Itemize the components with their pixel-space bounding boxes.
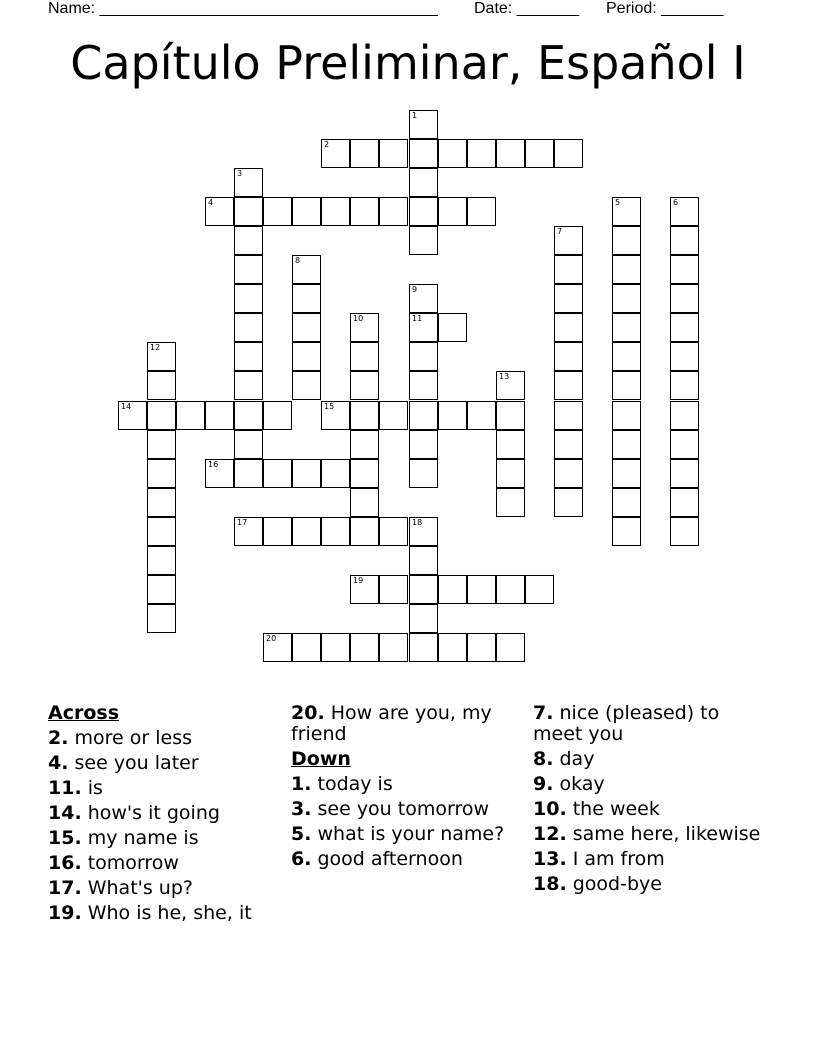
crossword-cell[interactable] (612, 459, 641, 488)
crossword-cell[interactable] (409, 430, 438, 459)
crossword-cell[interactable] (379, 197, 408, 226)
across-heading: Across (48, 702, 120, 724)
cell-number: 18 (412, 518, 423, 527)
crossword-cell[interactable] (263, 633, 292, 662)
crossword-cell[interactable] (234, 226, 263, 255)
crossword-cell[interactable] (350, 633, 379, 662)
crossword-cell[interactable] (234, 401, 263, 430)
cell-number: 5 (615, 198, 621, 207)
crossword-cell[interactable] (147, 459, 176, 488)
crossword-cell[interactable] (670, 313, 699, 342)
crossword-cell[interactable] (292, 342, 321, 371)
crossword-cell[interactable] (496, 139, 525, 168)
crossword-cell[interactable] (670, 255, 699, 284)
crossword-cell[interactable] (670, 226, 699, 255)
clue-across-2: 2. more or less (48, 727, 192, 749)
crossword-cell[interactable] (554, 255, 583, 284)
header-period-line: Period: _______ (606, 0, 724, 17)
crossword-cell[interactable] (379, 139, 408, 168)
cell-number: 7 (557, 227, 563, 236)
crossword-cell[interactable] (554, 371, 583, 400)
crossword-cell[interactable] (409, 110, 438, 139)
crossword-cell[interactable] (438, 313, 467, 342)
crossword-cell[interactable] (554, 139, 583, 168)
crossword-cell[interactable] (496, 633, 525, 662)
crossword-cell[interactable] (554, 401, 583, 430)
clue-down-8: 8. day (533, 748, 595, 770)
crossword-cell[interactable] (147, 517, 176, 546)
crossword-cell[interactable] (670, 342, 699, 371)
crossword-cell[interactable] (147, 488, 176, 517)
crossword-cell[interactable] (670, 401, 699, 430)
clue-column-1 (48, 703, 284, 928)
crossword-cell[interactable] (409, 197, 438, 226)
cell-number: 6 (673, 198, 679, 207)
crossword-cell[interactable] (409, 459, 438, 488)
crossword-cell[interactable] (379, 575, 408, 604)
crossword-cell[interactable] (292, 197, 321, 226)
clue-across-19: 19. Who is he, she, it (48, 902, 252, 924)
crossword-cell[interactable] (409, 139, 438, 168)
crossword-cell[interactable] (263, 197, 292, 226)
crossword-cell[interactable] (409, 371, 438, 400)
crossword-cell[interactable] (205, 197, 234, 226)
crossword-cell[interactable] (350, 575, 379, 604)
crossword-cell[interactable] (321, 197, 350, 226)
crossword-cell[interactable] (176, 401, 205, 430)
crossword-cell[interactable] (321, 517, 350, 546)
crossword-cell[interactable] (409, 546, 438, 575)
clue-down-9: 9. okay (533, 773, 605, 795)
crossword-cell[interactable] (525, 139, 554, 168)
crossword-cell[interactable] (350, 517, 379, 546)
crossword-cell[interactable] (234, 284, 263, 313)
crossword-cell[interactable] (234, 313, 263, 342)
crossword-cell[interactable] (409, 313, 438, 342)
clue-down-6: 6. good afternoon (291, 848, 463, 870)
crossword-cell[interactable] (554, 459, 583, 488)
crossword-cell[interactable] (292, 313, 321, 342)
crossword-cell[interactable] (147, 342, 176, 371)
crossword-cell[interactable] (321, 139, 350, 168)
crossword-cell[interactable] (438, 633, 467, 662)
crossword-cell[interactable] (350, 401, 379, 430)
crossword-cell[interactable] (350, 488, 379, 517)
crossword-cell[interactable] (205, 401, 234, 430)
crossword-cell[interactable] (350, 371, 379, 400)
crossword-cell[interactable] (612, 517, 641, 546)
crossword-cell[interactable] (379, 517, 408, 546)
cell-number: 19 (353, 576, 364, 585)
crossword-cell[interactable] (379, 633, 408, 662)
crossword-cell[interactable] (147, 371, 176, 400)
crossword-cell[interactable] (496, 430, 525, 459)
crossword-cell[interactable] (234, 197, 263, 226)
crossword-cell[interactable] (554, 342, 583, 371)
clue-across-11: 11. is (48, 777, 103, 799)
crossword-cell[interactable] (438, 197, 467, 226)
clue-down-18: 18. good-bye (533, 873, 662, 895)
crossword-cell[interactable] (147, 604, 176, 633)
crossword-cell[interactable] (525, 575, 554, 604)
crossword-cell[interactable] (467, 197, 496, 226)
crossword-cell[interactable] (263, 459, 292, 488)
crossword-cell[interactable] (350, 139, 379, 168)
crossword-cell[interactable] (438, 401, 467, 430)
crossword-cell[interactable] (496, 575, 525, 604)
crossword-cell[interactable] (467, 139, 496, 168)
crossword-cell[interactable] (496, 371, 525, 400)
crossword-cell[interactable] (292, 517, 321, 546)
down-heading: Down (291, 748, 351, 770)
crossword-cell[interactable] (292, 459, 321, 488)
crossword-cell[interactable] (350, 459, 379, 488)
cell-number: 1 (412, 111, 418, 120)
crossword-cell[interactable] (350, 342, 379, 371)
crossword-cell[interactable] (670, 459, 699, 488)
crossword-cell[interactable] (670, 430, 699, 459)
cell-number: 11 (412, 314, 423, 323)
crossword-cell[interactable] (147, 430, 176, 459)
clue-across-17: 17. What's up? (48, 877, 193, 899)
crossword-cell[interactable] (321, 459, 350, 488)
crossword-cell[interactable] (554, 313, 583, 342)
cell-number: 17 (237, 518, 248, 527)
crossword-cell[interactable] (409, 284, 438, 313)
crossword-cell[interactable] (496, 488, 525, 517)
crossword-cell[interactable] (350, 430, 379, 459)
crossword-cell[interactable] (467, 575, 496, 604)
crossword-cell[interactable] (321, 633, 350, 662)
crossword-cell[interactable] (612, 197, 641, 226)
clue-down-3: 3. see you tomorrow (291, 798, 490, 820)
crossword-cell[interactable] (147, 546, 176, 575)
crossword-cell[interactable] (263, 401, 292, 430)
clue-down-5: 5. what is your name? (291, 823, 505, 845)
cell-number: 8 (295, 256, 301, 265)
crossword-cell[interactable] (670, 371, 699, 400)
crossword-cell[interactable] (554, 488, 583, 517)
crossword-cell[interactable] (554, 430, 583, 459)
clue-down-13: 13. I am from (533, 848, 665, 870)
crossword-cell[interactable] (292, 371, 321, 400)
clue-down-1: 1. today is (291, 773, 393, 795)
crossword-cell[interactable] (467, 401, 496, 430)
crossword-cell[interactable] (612, 255, 641, 284)
clue-column-3 (533, 703, 769, 899)
crossword-cell[interactable] (350, 197, 379, 226)
clue-across-4: 4. see you later (48, 752, 199, 774)
crossword-cell[interactable] (234, 255, 263, 284)
clue-down-10: 10. the week (533, 798, 660, 820)
crossword-cell[interactable] (612, 371, 641, 400)
crossword-cell[interactable] (147, 575, 176, 604)
crossword-cell[interactable] (612, 430, 641, 459)
crossword-cell[interactable] (234, 342, 263, 371)
cell-number: 13 (499, 372, 510, 381)
cell-number: 16 (208, 460, 219, 469)
cell-number: 14 (121, 402, 132, 411)
cell-number: 2 (324, 140, 330, 149)
clue-across-16: 16. tomorrow (48, 852, 179, 874)
crossword-cell[interactable] (554, 226, 583, 255)
page-title: Capítulo Preliminar, Español I (70, 36, 746, 90)
cell-number: 10 (353, 314, 364, 323)
crossword-cell[interactable] (147, 401, 176, 430)
cell-number: 3 (237, 169, 243, 178)
cell-number: 9 (412, 285, 418, 294)
crossword-cell[interactable] (292, 284, 321, 313)
crossword-cell[interactable] (612, 401, 641, 430)
clue-down-12: 12. same here, likewise (533, 823, 761, 845)
crossword-cell[interactable] (670, 284, 699, 313)
clue-across-14: 14. how's it going (48, 802, 220, 824)
crossword-cell[interactable] (612, 488, 641, 517)
crossword-cell[interactable] (409, 633, 438, 662)
crossword-cell[interactable] (234, 459, 263, 488)
crossword-cell[interactable] (205, 459, 234, 488)
header-name-line: Name: ______________________________________ (48, 0, 438, 17)
crossword-cell[interactable] (234, 517, 263, 546)
crossword-cell[interactable] (409, 342, 438, 371)
crossword-cell[interactable] (612, 284, 641, 313)
cell-number: 12 (150, 343, 161, 352)
crossword-cell[interactable] (234, 371, 263, 400)
crossword-cell[interactable] (612, 226, 641, 255)
crossword-cell[interactable] (467, 633, 496, 662)
clue-across-20: 20. How are you, my friend (291, 702, 492, 745)
crossword-cell[interactable] (321, 401, 350, 430)
crossword-cell[interactable] (670, 197, 699, 226)
crossword-cell[interactable] (409, 517, 438, 546)
crossword-cell[interactable] (496, 401, 525, 430)
crossword-cell[interactable] (612, 313, 641, 342)
crossword-cell[interactable] (409, 226, 438, 255)
crossword-cell[interactable] (670, 488, 699, 517)
header-date-line: Date: _______ (474, 0, 579, 17)
crossword-cell[interactable] (379, 401, 408, 430)
crossword-cell[interactable] (292, 255, 321, 284)
crossword-cell[interactable] (234, 430, 263, 459)
cell-number: 20 (266, 634, 277, 643)
crossword-cell[interactable] (612, 342, 641, 371)
crossword-cell[interactable] (409, 575, 438, 604)
cell-number: 15 (324, 402, 335, 411)
crossword-cell[interactable] (409, 401, 438, 430)
crossword-cell[interactable] (554, 284, 583, 313)
crossword-cell[interactable] (292, 633, 321, 662)
crossword-cell[interactable] (438, 139, 467, 168)
clue-down-7: 7. nice (pleased) to meet you (533, 702, 720, 745)
crossword-cell[interactable] (409, 604, 438, 633)
clue-across-15: 15. my name is (48, 827, 199, 849)
crossword-cell[interactable] (350, 313, 379, 342)
crossword-cell[interactable] (409, 168, 438, 197)
clue-column-2 (291, 703, 527, 874)
crossword-cell[interactable] (496, 459, 525, 488)
crossword-cell[interactable] (118, 401, 147, 430)
crossword-cell[interactable] (263, 517, 292, 546)
crossword-cell[interactable] (234, 168, 263, 197)
crossword-cell[interactable] (670, 517, 699, 546)
cell-number: 4 (208, 198, 214, 207)
crossword-cell[interactable] (438, 575, 467, 604)
